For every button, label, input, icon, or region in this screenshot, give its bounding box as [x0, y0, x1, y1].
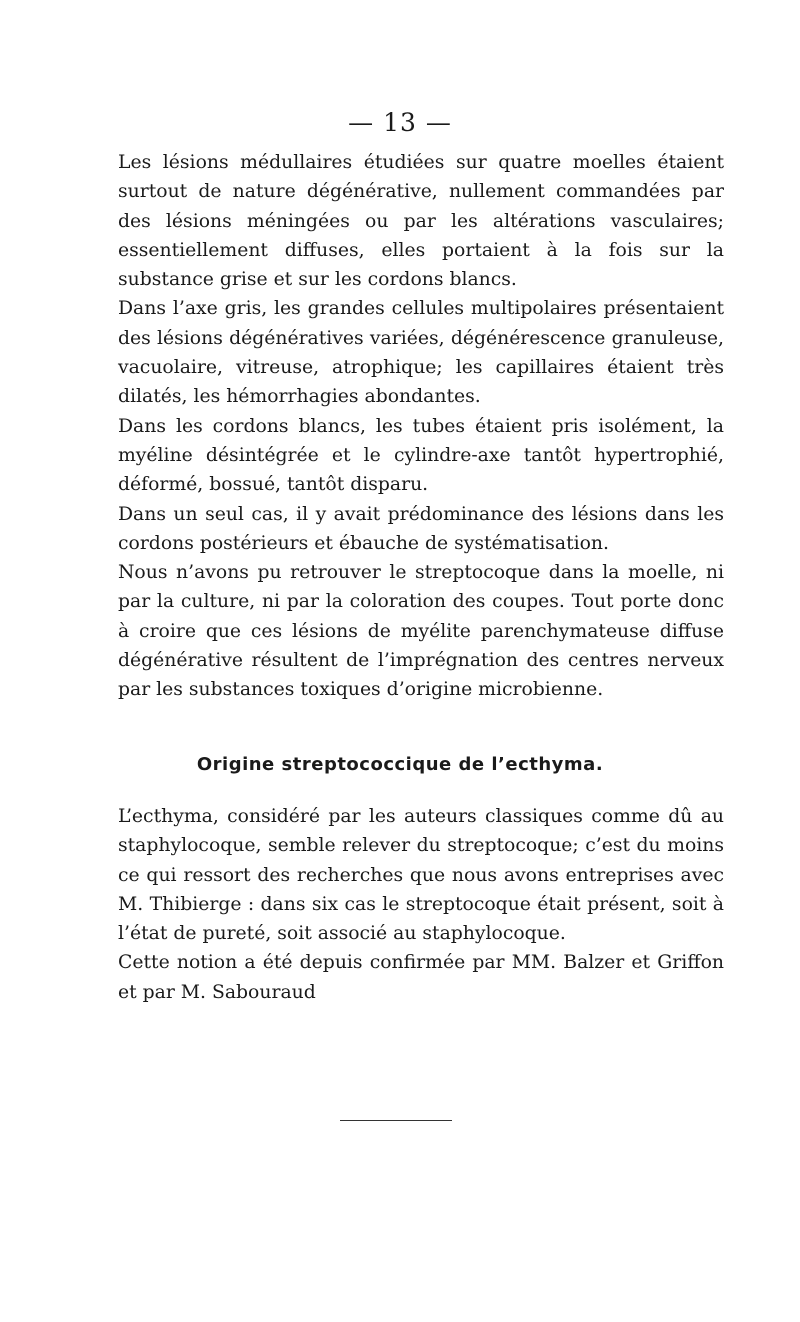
- paragraph-streptococcus-spinal-cord: Nous n’avons pu retrouver le streptocoque dans la moelle, ni par la culture, ni par la coloration des coupes. Tout porte donc à croire que ces lésions de myélite parenchymateuse diffuse dégénérative résultent de l’imprégnation des centres nerveux par les substances toxiques d’origine microbienne.: [118, 562, 724, 701]
- section-heading: Origine streptococcique de l’ecthyma.: [196, 754, 604, 775]
- paragraph-single-case: Dans un seul cas, il y avait prédominance des lésions dans les cordons postérieurs et ébauche de systématisation.: [118, 503, 724, 554]
- paragraph-gray-axis: Dans l’axe gris, les grandes cellules multipolaires présentaient des lésions dégénératives variées, dégénérescence granuleuse, vacuolaire, vitreuse, atrophique; les capillaires étaient très dilatés, les hémorrhagies abondantes.: [118, 298, 724, 408]
- paragraph-ecthyma-origin: L’ecthyma, considéré par les auteurs classiques comme dû au staphylocoque, semble relever du streptocoque; c’est du moins ce qui ressort des recherches que nous avons entreprises avec M. Thibierge : dans six cas le streptocoque était présent, soit à l’état de pureté, soit associé au staphylocoque.: [118, 806, 724, 945]
- end-separator-rule: [340, 1120, 452, 1121]
- paragraph-medullary-lesions: Les lésions médullaires étudiées sur quatre moelles étaient surtout de nature dégénérative, nullement commandées par des lésions méningées ou par les altérations vasculaires; essentiellement diffuses, elles portaient à la fois sur la substance grise et sur les cordons blancs.: [118, 152, 724, 291]
- section-1-body: [118, 148, 724, 705]
- section-2-body: [118, 802, 724, 1007]
- paragraph-white-cords: Dans les cordons blancs, les tubes étaient pris isolément, la myéline désintégrée et le cylindre-axe tantôt hypertrophié, déformé, bossué, tantôt disparu.: [118, 415, 724, 496]
- page-number: — 13 —: [348, 108, 452, 137]
- paragraph-confirmation: Cette notion a été depuis confirmée par MM. Balzer et Griffon et par M. Sabouraud: [118, 952, 724, 1003]
